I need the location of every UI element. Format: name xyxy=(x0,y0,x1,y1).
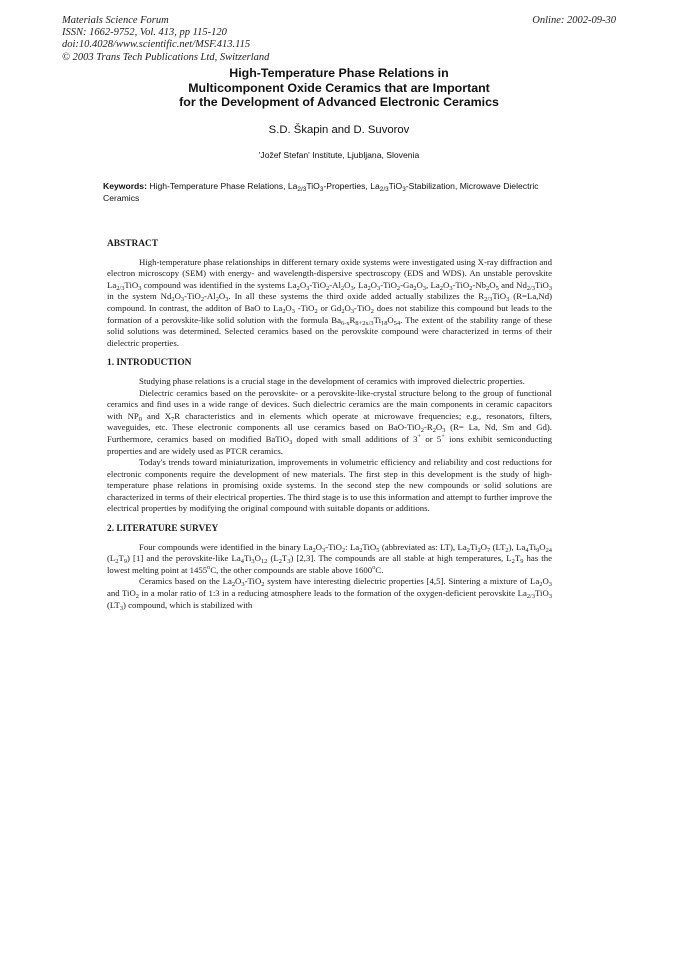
literature-paragraph-2: Ceramics based on the $La_2O_3-TiO_2$ system have interesting dielectric properties [4,5]. Sintering a mixture of $La_2O_3$ and TiO$_2$ in a molar ratio of 1:3 in a reducing atmosphere leads to the formation of the oxygen-deficient perovskite $La_{2/3}TiO_3$ $(LT_3)$ compound, which is stabilized with xyxy=(107,576,553,612)
title-line-3: for the Development of Advanced Electronic Ceramics xyxy=(179,95,499,110)
keywords xyxy=(103,180,577,204)
intro-paragraph-3: Today's trends toward miniaturization, improvements in volumetric efficiency and reliability and cost reductions for electronic components require the development of new materials. The first step in this development is the study of high-temperature phase relations in promising oxide systems. In the second step the new compounds or solid solutions are characterized in terms of their electrical properties. The third stage is to use this information and attempt to further improve the electrical properties by modifying the original compound with suitable dopants or additions. xyxy=(107,457,552,514)
online-date: Online: 2002-09-30 xyxy=(532,15,616,26)
intro-paragraph-1: Studying phase relations is a crucial stage in the development of ceramics with improved dielectric properties. xyxy=(139,375,525,386)
journal-name: Materials Science Forum xyxy=(62,15,169,26)
title-line-1: High-Temperature Phase Relations in xyxy=(229,66,449,80)
paper-title xyxy=(60,66,618,110)
abstract-heading: ABSTRACT xyxy=(107,239,159,249)
keywords-text: High-Temperature Phase Relations, $La_{2/3}TiO_3$-Properties, $La_{2/3}TiO_3$-Stabilization, Microwave Dielectric Ceramics xyxy=(103,181,539,203)
journal-info xyxy=(62,15,269,64)
authors: S.D. Škapin and D. Suvorov xyxy=(268,124,410,136)
literature-survey-heading: 2. LITERATURE SURVEY xyxy=(107,524,219,535)
keywords-label: Keywords: xyxy=(103,181,147,191)
affiliation: 'Jožef Stefan' Institute, Ljubljana, Slovenia xyxy=(258,150,420,160)
doi-line: doi:10.4028/www.scientific.net/MSF.413.115 xyxy=(62,39,251,51)
introduction-heading: 1. INTRODUCTION xyxy=(107,358,192,369)
literature-paragraph-1: Four compounds were identified in the binary $La_2O_3-TiO_2$: $La_2TiO_5$ (abbreviated as: LT), $La_2Ti_2O_7$ $(LT_2)$, $La_4Ti_9O_{24}$ $(L_2T_9)$ [1] and the perovskite-like $La_4Ti_3O_{12}$ $(L_2T_3)$ [2,3]. The compounds are all stable at high temperatures, $L_2T_9$ has the lowest melting point at 1455$^o$C, the other compounds are stable above 1600$^o$C. xyxy=(107,541,552,575)
title-line-2: Multicomponent Oxide Ceramics that are Important xyxy=(188,80,490,95)
issn-line: ISSN: 1662-9752, Vol. 413, pp 115-120 xyxy=(62,27,227,39)
body-text xyxy=(107,239,552,611)
copyright-line: © 2003 Trans Tech Publications Ltd, Switzerland xyxy=(62,51,270,63)
abstract-paragraph: High-temperature phase relationships in different ternary oxide systems were investigated using X-ray diffraction and electron microscopy (SEM) with energy- and wavelength-dispersive spectroscopy (EDS and WDS). An unstable perovskite $La_{2/3}TiO_3$ compound was identified in the systems $La_2O_3-TiO_2-Al_2O_3$, $La_2O_3-TiO_2-Ga_2O_3$, $La_2O_3-TiO_2-Nb_2O_5$ and $Nd_{2/3}TiO_3$ in the system $Nd_2O_3-TiO_2-Al_2O_3$. In all these systems the third oxide added actually stabilizes the $R_{2/3}TiO_3$ (R=La,Nd) compound. In contrast, the additon of BaO to $La_2O_3$ -TiO$_2$ or $Gd_2O_3-TiO_2$ does not stabilize this compound but leads to the formation of a perovskite-like solid solution with the formula $Ba_{6-x}R_{8+2x/3}Ti_{18}O_{54}$. The extent of the stability range of these solid solutions was determined. Selected ceramics based on the perovskite compound were characterized in terms of their dielectric properties. xyxy=(107,256,553,348)
intro-paragraph-2: Dielectric ceramics based on the perovskite- or a perovskite-like-crystal structure belong to the group of functional ceramics and find uses in a wide range of devices. Such dielectric ceramics are the main components in ceramic capacitors with $NP_0$ and $X_7R$ characteristics and in elements which operate at microwave frequencies; e.g., resonators, filters, waveguides, etc. These electronic components all use ceramics based on BaO-$TiO_2-R_2O_3$ (R= La, Nd, Sm and Gd). Furthermore, ceramics based on modified BaTiO$_3$ doped with small additions of 3+ or 5+ ions exhibit semiconducting properties and are widely used as PTCR ceramics. xyxy=(107,387,552,456)
